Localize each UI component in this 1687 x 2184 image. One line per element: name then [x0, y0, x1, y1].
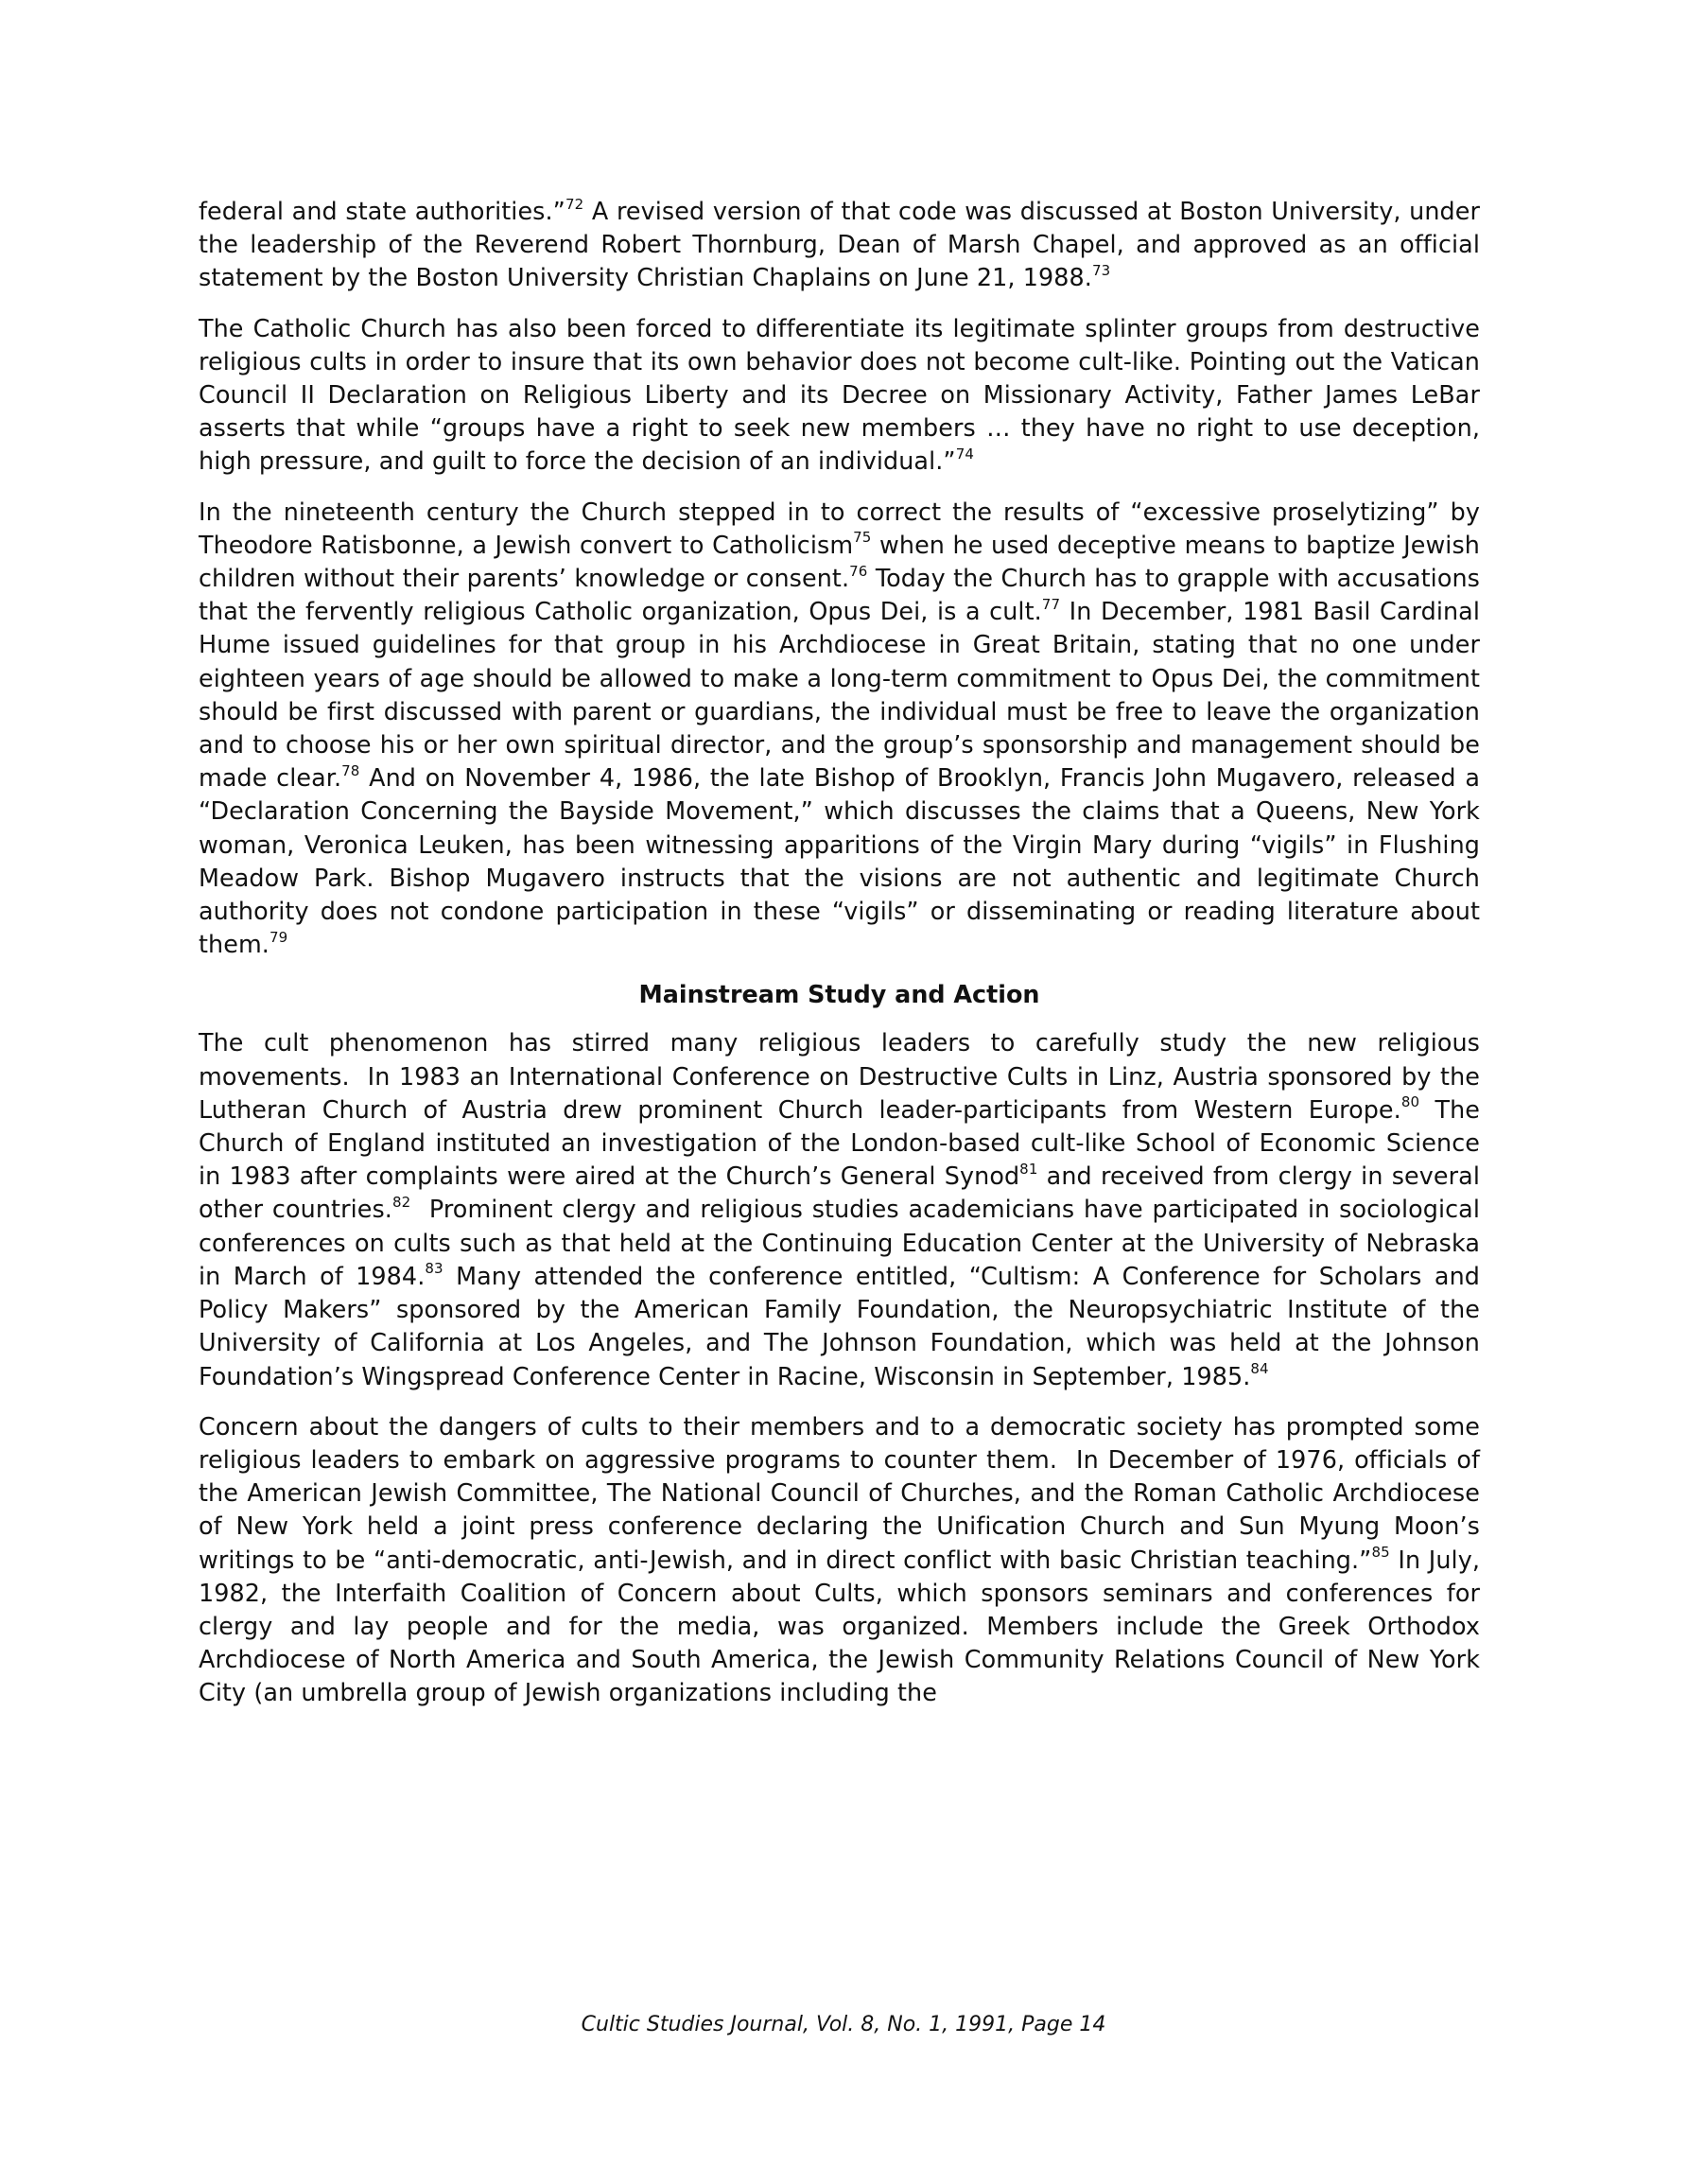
paragraph-text: The Catholic Church has also been forced to differentiate its legitimate splinter groups from destructive religious cults in order to insure that its own behavior does not become cult-like. Pointing out the Vatican Council II Declaration on Religious Liberty and its Decree on Missionary Activity, Father James LeBar asserts that while “groups have a right to seek new members … they have no right to use deception, high pressure, and guilt to force the decision of an individual.” — [199, 313, 1480, 476]
footnote-marker: 75 — [853, 529, 872, 547]
paragraph — [199, 1410, 1480, 1710]
paragraph — [199, 312, 1480, 479]
paragraph-text: The cult phenomenon has stirred many religious leaders to carefully study the new religious movements. In 1983 an International Conference on Destructive Cults in Linz, Austria sponsored by the Lutheran Church of Austria drew prominent Church leader-participants from Western Europe. — [199, 1028, 1480, 1124]
paragraph — [199, 195, 1480, 295]
page-footer: Cultic Studies Journal, Vol. 8, No. 1, 1991, Page 14 — [581, 2013, 1106, 2036]
footnote-marker: 81 — [1019, 1160, 1038, 1178]
footnote-marker: 82 — [391, 1194, 411, 1212]
footnote-marker: 83 — [425, 1260, 443, 1278]
paragraph-text: and received from clergy in several other countries. — [199, 1162, 1480, 1224]
footnote-marker: 79 — [269, 928, 288, 946]
footnote-marker: 78 — [341, 761, 360, 779]
paragraph-text: when he used deceptive means to baptize Jewish children without their parents’ knowledge or consent. — [199, 530, 1480, 593]
footnote-marker: 72 — [565, 195, 584, 213]
footnote-marker: 74 — [955, 445, 974, 463]
page-body — [199, 195, 1480, 1727]
paragraph-text: Many attended the conference entitled, “Cultism: A Conference for Scholars and Policy Makers” sponsored by the American Family Foundation, the Neuropsychiatric Institute of the University of California at Los Angeles, and The Johnson Foundation, which was held at the Johnson Foundation’s Wingspread Conference Center in Racine, Wisconsin in September, 1985. — [199, 1261, 1480, 1390]
paragraph-text: A revised version of that code was discussed at Boston University, under the leadership of the Reverend Robert Thornburg, Dean of Marsh Chapel, and approved as an official statement by the Boston University Christian Chaplains on June 21, 1988. — [199, 197, 1480, 292]
paragraph-text: In December, 1981 Basil Cardinal Hume issued guidelines for that group in his Archdiocese in Great Britain, stating that no one under eighteen years of age should be allowed to make a long-term commitment to Opus Dei, the commitment should be first discussed with parent or guardians, the individual must be free to leave the organization and to choose his or her own spiritual director, and the group’s sponsorship and management should be made clear. — [199, 597, 1480, 793]
paragraph-text: The Church of England instituted an investigation of the London-based cult-like School of Economic Science in 1983 after complaints were aired at the Church’s General Synod — [199, 1094, 1480, 1191]
paragraph-text: federal and state authorities.” — [199, 197, 565, 225]
paragraph-text: Prominent clergy and religious studies academicians have participated in sociological conferences on cults such as that held at the Continuing Education Center at the University of Nebraska in March of 1984. — [199, 1195, 1480, 1290]
footnote-marker: 80 — [1400, 1093, 1420, 1111]
paragraph — [199, 1026, 1480, 1392]
paragraph-text: Concern about the dangers of cults to their members and to a democratic society has prompted some religious leaders to embark on aggressive programs to counter them. In December of 1976, officials of the American Jewish Committee, The National Council of Churches, and the Roman Catholic Archdiocese of New York held a joint press conference declaring the Unification Church and Sun Myung Moon’s writings to be “anti-democratic, anti-Jewish, and in direct conflict with basic Christian teaching.” — [199, 1411, 1480, 1574]
paragraph-text: And on November 4, 1986, the late Bishop of Brooklyn, Francis John Mugavero, released a “Declaration Concerning the Bayside Movement,” which discusses the claims that a Queens, New York woman, Veronica Leuken, has been witnessing apparitions of the Virgin Mary during “vigils” in Flushing Meadow Park. Bishop Mugavero instructs that the visions are not authentic and legitimate Church authority does not condone participation in these “vigils” or disseminating or reading literature about them. — [199, 763, 1481, 959]
paragraphs-before-heading — [199, 195, 1480, 961]
paragraph — [199, 496, 1480, 962]
footnote-marker: 73 — [1091, 261, 1111, 279]
section-heading: Mainstream Study and Action — [638, 980, 1040, 1009]
footnote-marker: 85 — [1371, 1544, 1390, 1562]
paragraph-text: Today the Church has to grapple with accusations that the fervently religious Catholic organization, Opus Dei, is a cult. — [199, 564, 1480, 626]
paragraphs-after-heading — [199, 1026, 1480, 1709]
footnote-marker: 77 — [1041, 595, 1061, 613]
footnote-marker: 84 — [1250, 1360, 1269, 1378]
footnote-marker: 76 — [849, 562, 868, 580]
paragraph-text: In the nineteenth century the Church stepped in to correct the results of “excessive proselytizing” by Theodore Ratisbonne, a Jewish convert to Catholicism — [199, 497, 1480, 559]
paragraph-text: In July, 1982, the Interfaith Coalition of Concern about Cults, which sponsors seminars and conferences for clergy and lay people and for the media, was organized. Members include the Greek Orthodox Archdiocese of North America and South America, the Jewish Community Relations Council of New York City (an umbrella group of Jewish organizations including the — [199, 1545, 1480, 1707]
